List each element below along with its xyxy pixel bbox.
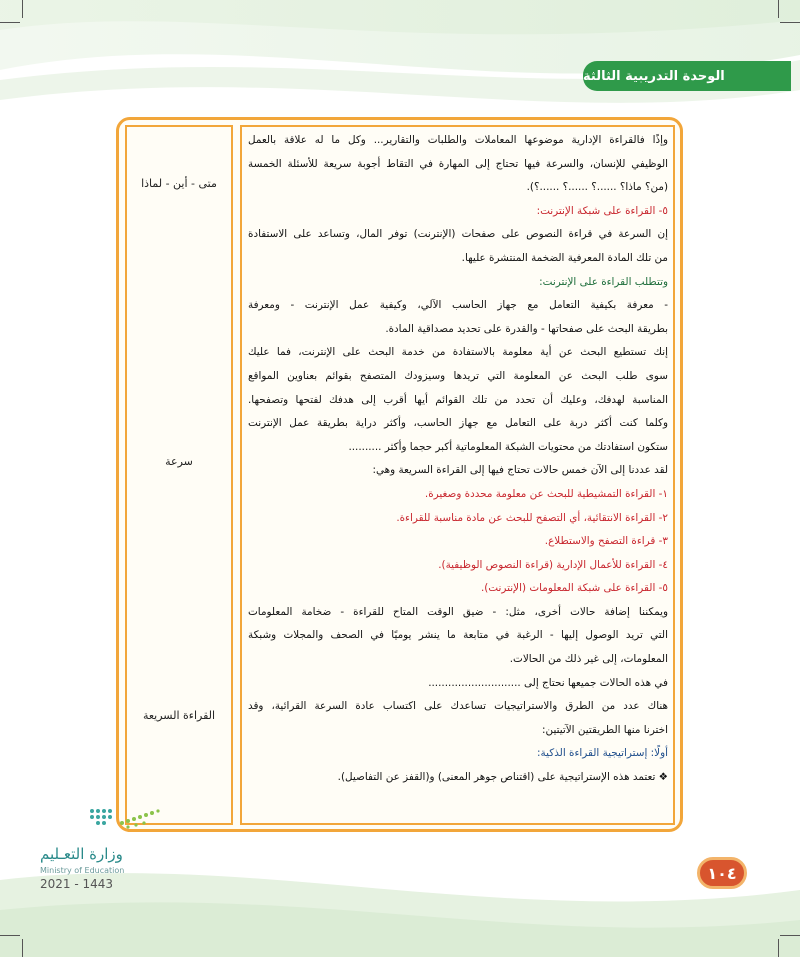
side-label-speed-reading: القراءة السريعة — [142, 709, 216, 722]
text-line: هناك عدد من الطرق والاستراتيجيات تساعدك على اكتساب عادة السرعة القرائية، وقد — [248, 700, 668, 713]
text-line: المعلومات، إلى غير ذلك من الحالات. — [509, 653, 668, 666]
ministry-name-english: Ministry of Education — [40, 866, 125, 875]
ministry-logo-dots — [82, 803, 172, 833]
text-line: التي تريد الوصول إليها - الرغبة في متابعة ما ينشر يوميًا في الصحف والمجلات وشبكة — [248, 629, 668, 642]
page-number-badge — [697, 857, 747, 889]
side-label-when-where-why: متى - أين - لماذا — [141, 177, 217, 190]
text-line: سوى طلب البحث عن المعلومة التي تريدها وسيزودك المتصفح بقوائم بعناوين المواقع — [248, 369, 668, 382]
text-line: المناسبة لهدفك، وعليك أن تحدد من تلك القوائم أيها أقرب إلى هدفك لفتحها وتصفحها. — [248, 393, 668, 406]
page-number: ١٠٤ — [707, 863, 737, 883]
ministry-name-arabic: وزارة التعـليم — [40, 845, 123, 863]
academic-year: 2021 - 1443 — [40, 877, 114, 891]
unit-title: الوحدة التدريبية الثالثة — [583, 68, 725, 84]
text-line: إنك تستطيع البحث عن أية معلومة بالاستفادة من خدمة البحث على الإنترنت، فما عليك — [248, 346, 668, 359]
text-line: وتتطلب القراءة على الإنترنت: — [539, 275, 668, 288]
text-line: في هذه الحالات جميعها نحتاج إلى ............................ — [428, 676, 668, 689]
text-line: ٥- القراءة على شبكة الإنترنت: — [536, 204, 668, 217]
text-line: بطريقة البحث على صفحاتها - والقدرة على تحديد مصداقية المادة. — [385, 322, 668, 335]
text-line: من تلك المادة المعرفية الضخمة المنتشرة عليها. — [461, 251, 668, 264]
text-line: ويمكننا إضافة حالات أخرى، مثل: - ضيق الوقت المتاح للقراءة - ضخامة المعلومات — [248, 605, 668, 618]
text-line: ٤- القراءة للأعمال الإدارية (قراءة النصوص الوظيفية). — [438, 558, 668, 571]
text-line: لقد عددنا إلى الآن خمس حالات تحتاج فيها إلى القراءة السريعة وهي: — [372, 464, 668, 477]
text-line: أولًا: إستراتيجية القراءة الذكية: — [537, 747, 668, 760]
text-line: ❖ تعتمد هذه الإستراتيجية على (اقتناص جوهر المعنى) و(القفز عن التفاصيل). — [337, 771, 668, 784]
text-line: الوظيفي للإنسان، والسرعة فيها تحتاج إلى المهارة في التقاط أجوبة سريعة للأسئلة الخمسة — [248, 157, 668, 170]
text-line: وإذًا فالقراءة الإدارية موضوعها المعاملات والطلبات والتقارير... وكل ما له علاقة بالعمل — [248, 134, 668, 146]
text-line: وكلما كنت أكثر دربة على التعامل مع جهاز الحاسب، وأكثر دراية بطريقة عمل الإنترنت — [248, 417, 668, 430]
text-line: اخترنا منها الطريقتين الآتيتين: — [542, 723, 668, 736]
text-line: ٢- القراءة الانتقائية، أي التصفح للبحث عن مادة مناسبة للقراءة. — [396, 511, 668, 524]
side-label-speed: سرعة — [165, 455, 193, 468]
text-line: - معرفة بكيفية التعامل مع جهاز الحاسب الآلي، وكيفية عمل الإنترنت - ومعرفة — [248, 299, 668, 312]
text-line: ٥- القراءة على شبكة المعلومات (الإنترنت). — [480, 582, 668, 595]
text-line: ١- القراءة التمشيطية للبحث عن معلومة محددة وصغيرة. — [424, 487, 668, 500]
text-line: ٣- قراءة التصفح والاستطلاع. — [544, 535, 668, 548]
body-text — [248, 129, 668, 790]
text-line: إن السرعة في قراءة النصوص على صفحات (الإنترنت) توفر المال، وتساعد على الاستفادة — [248, 228, 668, 241]
text-line: ستكون استفادتك من محتويات الشبكة المعلوماتية أكبر حجما وأكثر .......... — [348, 440, 668, 453]
unit-title-banner — [583, 61, 791, 91]
text-line: (من؟ ماذا؟ ......؟ ......؟ ......؟). — [526, 181, 668, 194]
